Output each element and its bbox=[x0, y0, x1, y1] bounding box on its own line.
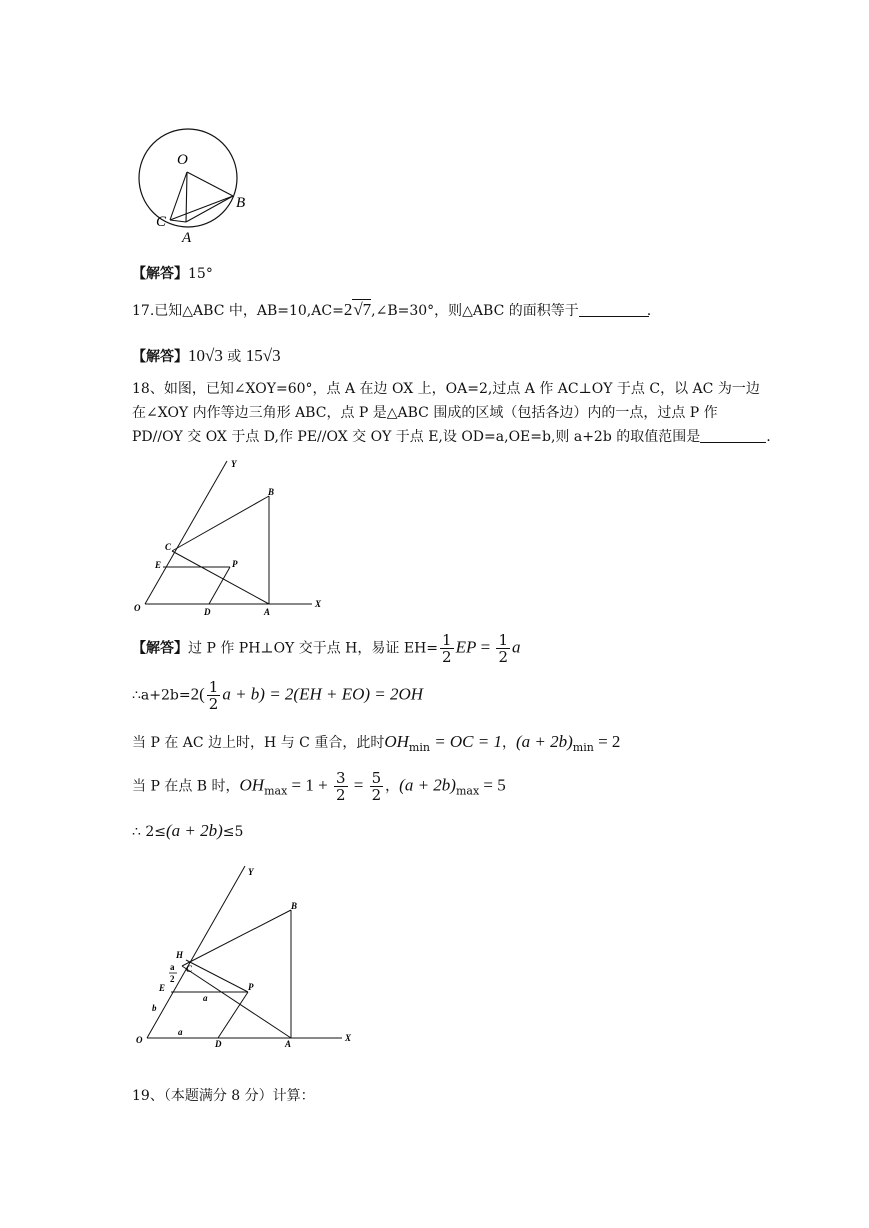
svg-text:B: B bbox=[268, 487, 275, 497]
answer-16 bbox=[132, 264, 213, 284]
solution-18-line3: 当 P 在 AC 边上时，H 与 C 重合，此时$OH_{min}$ = OC = 1，$(a + 2b)_{min} = 2$ bbox=[132, 732, 621, 754]
svg-text:a: a bbox=[203, 993, 208, 1003]
question-18-line2: 在∠XOY 内作等边三角形 ABC，点 P 是△ABC 围成的区域（包括各边）内的一点，过点 P 作 bbox=[132, 405, 718, 421]
segment-cb bbox=[170, 196, 233, 220]
svg-text:P: P bbox=[232, 559, 238, 569]
answer-label: 【解答】 bbox=[132, 266, 188, 282]
svg-text:E: E bbox=[155, 560, 162, 570]
axis-oy bbox=[145, 461, 227, 604]
q17-coef: 2 bbox=[343, 300, 353, 319]
q18-blank bbox=[700, 428, 766, 443]
q17-part1: 17.已知△ABC 中，AB=10,AC= bbox=[132, 303, 344, 319]
question-17 bbox=[132, 300, 651, 321]
q17-sqrt: √7 bbox=[353, 300, 372, 319]
svg-text:b: b bbox=[152, 1003, 157, 1013]
segment-ca bbox=[170, 220, 186, 222]
solution-18-line2: ∴a+2b=2( $\frac{1}{2}$ a + b) = 2(EH + EO) = 2OH bbox=[132, 678, 424, 713]
svg-text:P: P bbox=[248, 982, 254, 992]
svg-text:D: D bbox=[215, 1039, 222, 1049]
question-19: 19、（本题满分 8 分）计算： bbox=[132, 1088, 315, 1104]
triangle-figure-1 bbox=[130, 455, 335, 620]
solution-18-line1: 【解答】过 P 作 PH⊥OY 交于点 H，易证 EH= $\frac{1}{2}$ EP = $\frac{1}{2}$ a bbox=[132, 631, 521, 666]
svg-text:C: C bbox=[165, 542, 172, 552]
svg-text:C: C bbox=[186, 964, 193, 974]
answer-text: 15° bbox=[188, 266, 213, 282]
segment-oc bbox=[170, 172, 187, 220]
question-18-line1: 18、如图，已知∠XOY=60°，点 A 在边 OX 上，OA=2,过点 A 作 AC⊥OY 于点 C，以 AC 为一边 bbox=[132, 381, 760, 397]
circle-outline bbox=[139, 129, 237, 227]
solution-18-line4: 当 P 在点 B 时，$OH_{max} = 1$ + $\frac{3}{2}$ = $\frac{5}{2}$ ，$(a + 2b)_{max} = 5$ bbox=[132, 769, 506, 804]
solution-18-line5: ∴ 2≤(a + 2b)≤5 bbox=[132, 821, 244, 840]
svg-text:B: B bbox=[291, 901, 298, 911]
svg-text:X: X bbox=[345, 1033, 352, 1043]
label-c: C bbox=[156, 214, 167, 230]
svg-text:E: E bbox=[159, 983, 166, 993]
svg-text:O: O bbox=[136, 1035, 143, 1045]
triangle-figure-2 bbox=[130, 860, 360, 1050]
svg-text:Y: Y bbox=[248, 867, 254, 877]
svg-text:a: a bbox=[170, 962, 175, 972]
answer-17: 【解答】10√3 或 15√3 bbox=[132, 346, 281, 365]
q17-part2: ,∠B=30°，则△ABC 的面积等于 bbox=[371, 303, 579, 319]
segment-ca bbox=[172, 551, 269, 604]
svg-text:H: H bbox=[176, 950, 184, 960]
label-b: B bbox=[236, 195, 246, 211]
label-a: A bbox=[182, 230, 192, 246]
segment-ob bbox=[187, 172, 233, 196]
question-18-line3: PD//OY 交 OX 于点 D,作 PE//OX 交 OY 于点 E,设 OD=a,OE=b,则 a+2b 的取值范围是 . bbox=[132, 429, 771, 445]
svg-text:X: X bbox=[315, 599, 322, 609]
q17-blank bbox=[579, 302, 652, 319]
svg-text:2: 2 bbox=[170, 974, 175, 984]
svg-text:Y: Y bbox=[231, 459, 237, 469]
answer-label: 【解答】 bbox=[132, 349, 188, 365]
svg-text:A: A bbox=[264, 607, 271, 617]
segment-oa bbox=[186, 172, 187, 222]
circle-figure bbox=[130, 125, 255, 250]
svg-text:O: O bbox=[134, 603, 141, 613]
svg-text:D: D bbox=[204, 607, 211, 617]
q17-end: . bbox=[646, 303, 652, 319]
label-o: O bbox=[177, 152, 188, 168]
segment-cb bbox=[172, 496, 269, 551]
svg-text:A: A bbox=[285, 1039, 292, 1049]
svg-text:a: a bbox=[178, 1027, 183, 1037]
